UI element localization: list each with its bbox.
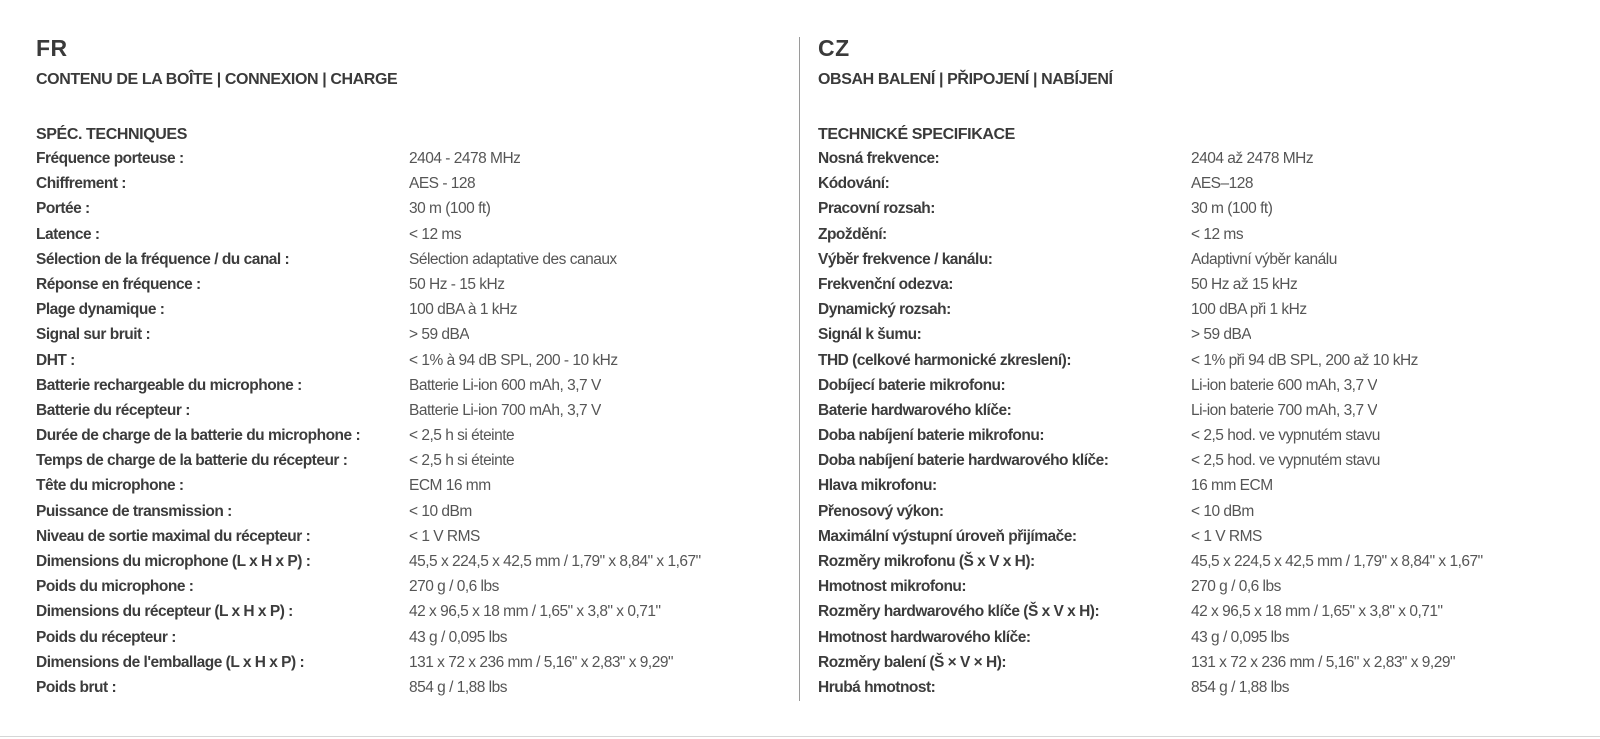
spec-label: Hlava mikrofonu:	[818, 477, 937, 495]
spec-value: 854 g / 1,88 lbs	[409, 678, 507, 696]
spec-row	[36, 574, 776, 599]
spec-value: 43 g / 0,095 lbs	[409, 628, 507, 646]
spec-label: Signal sur bruit :	[36, 326, 151, 344]
spec-value: Batterie Li-ion 600 mAh, 3,7 V	[409, 376, 601, 394]
spec-label: Maximální výstupní úroveň přijímače:	[818, 527, 1077, 545]
spec-label: Temps de charge de la batterie du récepteur :	[36, 452, 348, 470]
spec-row	[36, 650, 776, 675]
spec-label: Puissance de transmission :	[36, 502, 232, 520]
spec-row	[36, 499, 776, 524]
spec-value: 43 g / 0,095 lbs	[1191, 628, 1289, 646]
spec-label: Poids du microphone :	[36, 578, 194, 596]
spec-row	[818, 272, 1578, 297]
spec-value: 2404 - 2478 MHz	[409, 150, 521, 167]
czech-column	[818, 34, 1578, 700]
spec-label: Chiffrement :	[36, 175, 126, 193]
spec-row	[818, 524, 1578, 549]
spec-row	[818, 196, 1578, 221]
spec-value: 42 x 96,5 x 18 mm / 1,65" x 3,8" x 0,71"	[1191, 603, 1443, 621]
spec-row	[36, 675, 776, 700]
spec-label: Durée de charge de la batterie du microphone :	[36, 427, 361, 445]
spec-label: Pracovní rozsah:	[818, 200, 935, 218]
spec-label: Hmotnost hardwarového klíče:	[818, 628, 1031, 646]
spec-row	[818, 625, 1578, 650]
spec-row	[818, 398, 1578, 423]
sections-nav-cz: OBSAH BALENÍ | PŘIPOJENÍ | NABÍJENÍ	[818, 71, 1113, 88]
spec-value: Li-ion baterie 600 mAh, 3,7 V	[1191, 376, 1378, 394]
sections-nav-fr: CONTENU DE LA BOÎTE | CONNEXION | CHARGE	[36, 71, 398, 88]
spec-label: Dynamický rozsah:	[818, 301, 951, 319]
spec-value: 42 x 96,5 x 18 mm / 1,65" x 3,8" x 0,71"	[409, 603, 661, 621]
spec-list-cz	[818, 146, 1578, 700]
spec-value: 131 x 72 x 236 mm / 5,16" x 2,83" x 9,29"	[1191, 653, 1455, 671]
spec-value: 30 m (100 ft)	[1191, 200, 1273, 218]
spec-row	[36, 373, 776, 398]
spec-value: < 2,5 h si éteinte	[409, 452, 515, 470]
spec-value: 45,5 x 224,5 x 42,5 mm / 1,79" x 8,84" x 1,67"	[409, 553, 701, 570]
spec-row	[36, 222, 776, 247]
spec-value: 100 dBA à 1 kHz	[409, 301, 517, 319]
spec-row	[818, 448, 1578, 473]
spec-label: DHT :	[36, 351, 75, 369]
spec-row	[36, 524, 776, 549]
spec-value: Sélection adaptative des canaux	[409, 250, 617, 268]
spec-label: Hrubá hmotnost:	[818, 678, 936, 696]
spec-label: Sélection de la fréquence / du canal :	[36, 250, 290, 268]
spec-label: Réponse en fréquence :	[36, 275, 201, 293]
spec-row	[818, 574, 1578, 599]
spec-label: Portée :	[36, 200, 90, 218]
spec-value: 2404 až 2478 MHz	[1191, 150, 1314, 167]
spec-value: 270 g / 0,6 lbs	[1191, 578, 1281, 596]
spec-label: Poids brut :	[36, 678, 117, 696]
spec-value: 16 mm ECM	[1191, 477, 1273, 495]
french-column	[36, 34, 776, 700]
spec-row	[36, 247, 776, 272]
spec-value: 100 dBA při 1 kHz	[1191, 301, 1307, 319]
spec-label: THD (celkové harmonické zkreslení):	[818, 351, 1071, 369]
spec-value: < 2,5 hod. ve vypnutém stavu	[1191, 452, 1380, 470]
spec-row	[818, 599, 1578, 624]
spec-row	[36, 448, 776, 473]
specs-heading-cz: TECHNICKÉ SPECIFIKACE	[818, 126, 1015, 143]
spec-row	[818, 222, 1578, 247]
spec-row	[36, 348, 776, 373]
spec-value: AES–128	[1191, 175, 1253, 193]
spec-row	[36, 146, 776, 171]
specs-heading-fr: SPÉC. TECHNIQUES	[36, 126, 187, 143]
spec-label: Poids du récepteur :	[36, 628, 176, 646]
spec-label: Doba nabíjení baterie mikrofonu:	[818, 427, 1044, 445]
spec-label: Latence :	[36, 225, 100, 243]
spec-label: Plage dynamique :	[36, 301, 165, 319]
spec-label: Dimensions du récepteur (L x H x P) :	[36, 603, 293, 621]
spec-value: Adaptivní výběr kanálu	[1191, 250, 1337, 268]
spec-row	[36, 549, 776, 574]
spec-value: 131 x 72 x 236 mm / 5,16" x 2,83" x 9,29"	[409, 653, 673, 671]
spec-label: Dimensions du microphone (L x H x P) :	[36, 553, 311, 570]
spec-row	[818, 473, 1578, 498]
spec-value: Batterie Li-ion 700 mAh, 3,7 V	[409, 401, 601, 419]
spec-row	[818, 675, 1578, 700]
spec-label: Doba nabíjení baterie hardwarového klíče:	[818, 452, 1109, 470]
spec-value: < 1 V RMS	[1191, 527, 1262, 545]
spec-label: Zpoždění:	[818, 225, 887, 243]
spec-value: 270 g / 0,6 lbs	[409, 578, 499, 596]
spec-row	[36, 297, 776, 322]
spec-label: Výběr frekvence / kanálu:	[818, 250, 993, 268]
spec-value: 854 g / 1,88 lbs	[1191, 678, 1289, 696]
spec-value: 50 Hz - 15 kHz	[409, 275, 505, 293]
spec-value: AES - 128	[409, 175, 476, 193]
spec-value: < 1 V RMS	[409, 527, 480, 545]
spec-value: < 1% à 94 dB SPL, 200 - 10 kHz	[409, 351, 618, 369]
spec-value: ECM 16 mm	[409, 477, 491, 495]
spec-row	[36, 171, 776, 196]
spec-label: Kódování:	[818, 175, 890, 193]
spec-row	[818, 297, 1578, 322]
spec-row	[36, 398, 776, 423]
spec-value: 50 Hz až 15 kHz	[1191, 275, 1298, 293]
spec-label: Batterie rechargeable du microphone :	[36, 376, 302, 394]
bottom-rule	[0, 736, 1600, 737]
spec-row	[818, 146, 1578, 171]
spec-row	[818, 650, 1578, 675]
spec-value: < 2,5 h si éteinte	[409, 427, 515, 445]
spec-value: < 10 dBm	[409, 502, 472, 520]
spec-label: Přenosový výkon:	[818, 502, 944, 520]
spec-label: Hmotnost mikrofonu:	[818, 578, 967, 596]
spec-value: < 12 ms	[1191, 225, 1244, 243]
spec-row	[36, 473, 776, 498]
language-code-cz: CZ	[818, 35, 850, 61]
spec-row	[818, 348, 1578, 373]
spec-value: < 1% při 94 dB SPL, 200 až 10 kHz	[1191, 351, 1418, 369]
spec-row	[36, 625, 776, 650]
spec-value: < 10 dBm	[1191, 502, 1254, 520]
spec-value: Li-ion baterie 700 mAh, 3,7 V	[1191, 401, 1378, 419]
spec-list-fr	[36, 146, 776, 700]
spec-value: 30 m (100 ft)	[409, 200, 491, 218]
spec-value: < 2,5 hod. ve vypnutém stavu	[1191, 427, 1380, 445]
spec-label: Dimensions de l'emballage (L x H x P) :	[36, 653, 305, 671]
spec-row	[818, 499, 1578, 524]
spec-row	[818, 247, 1578, 272]
spec-row	[818, 171, 1578, 196]
spec-label: Rozměry hardwarového klíče (Š x V x H):	[818, 603, 1100, 621]
spec-label: Nosná frekvence:	[818, 150, 940, 167]
spec-row	[36, 423, 776, 448]
spec-label: Niveau de sortie maximal du récepteur :	[36, 527, 311, 545]
spec-value: 45,5 x 224,5 x 42,5 mm / 1,79" x 8,84" x 1,67"	[1191, 553, 1483, 570]
spec-row	[818, 423, 1578, 448]
spec-label: Batterie du récepteur :	[36, 401, 190, 419]
language-code-fr: FR	[36, 35, 68, 61]
spec-value: > 59 dBA	[1191, 326, 1252, 344]
spec-label: Dobíjecí baterie mikrofonu:	[818, 376, 1006, 394]
spec-row	[36, 599, 776, 624]
spec-label: Tête du microphone :	[36, 477, 184, 495]
spec-label: Baterie hardwarového klíče:	[818, 401, 1012, 419]
spec-row	[36, 196, 776, 221]
spec-label: Rozměry mikrofonu (Š x V x H):	[818, 553, 1035, 570]
spec-row	[36, 272, 776, 297]
spec-row	[818, 373, 1578, 398]
spec-label: Fréquence porteuse :	[36, 150, 184, 167]
spec-value: > 59 dBA	[409, 326, 470, 344]
spec-label: Rozměry balení (Š × V × H):	[818, 653, 1007, 671]
spec-value: < 12 ms	[409, 225, 462, 243]
spec-label: Frekvenční odezva:	[818, 275, 953, 293]
spec-label: Signál k šumu:	[818, 326, 922, 344]
column-divider	[799, 37, 800, 701]
spec-row	[818, 322, 1578, 347]
spec-row	[36, 322, 776, 347]
spec-row	[818, 549, 1578, 574]
